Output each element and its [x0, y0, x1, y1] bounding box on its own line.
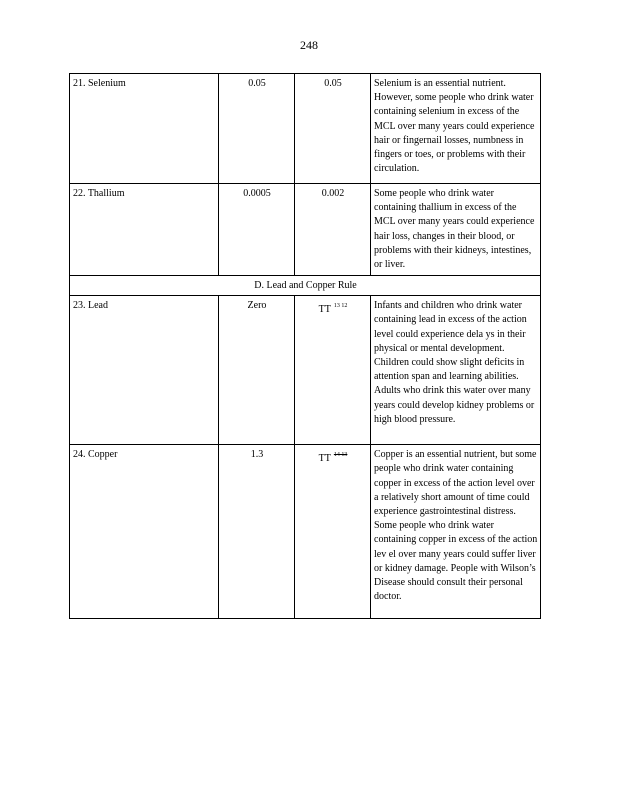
mcl-value: 0.05: [295, 74, 371, 184]
mclg-value: 0.0005: [219, 184, 295, 276]
contaminant-name: 21. Selenium: [70, 74, 219, 184]
health-effects-text: Some people who drink water containing thallium in excess of the MCL over many years could experience hair loss, changes in their blood, or problems with their kidneys, intestines, or liver.: [371, 184, 541, 276]
mclg-value: Zero: [219, 296, 295, 445]
mcl-value: TT: [318, 304, 331, 316]
table-row: [70, 184, 541, 276]
health-effects-text: Infants and children who drink water containing lead in excess of the action level could experience dela ys in their physical or mental development. Children could show slight deficits in attention span and learning abilities. Adults who drink this water over many years could develop kidney problems or high blood pressure.: [371, 296, 541, 445]
mclg-value: 1.3: [219, 445, 295, 619]
mcl-cell: [295, 296, 371, 445]
page-number: 248: [300, 38, 318, 52]
mclg-value: 0.05: [219, 74, 295, 184]
section-heading: D. Lead and Copper Rule: [70, 276, 541, 296]
table-row: [70, 74, 541, 184]
mcl-cell: [295, 445, 371, 619]
mcl-value: TT: [318, 453, 331, 465]
contaminant-name: 22. Thallium: [70, 184, 219, 276]
footnote-marker: 13 12: [333, 303, 348, 310]
mcl-value: 0.002: [295, 184, 371, 276]
health-effects-text: Selenium is an essential nutrient. However, some people who drink water containing selenium in excess of the MCL over many years could experience hair or fingernail losses, numbness in fingers or toes, or problems with their circulation.: [371, 74, 541, 184]
contaminant-table: [69, 73, 541, 619]
contaminant-name: 24. Copper: [70, 445, 219, 619]
contaminant-name: 23. Lead: [70, 296, 219, 445]
health-effects-text: Copper is an essential nutrient, but some people who drink water containing copper in excess of the action level over a relatively short amount of time could experience gastrointestinal distress. Some people who drink water containing copper in excess of the action lev el over many years could suffer liver or kidney damage. People with Wilson’s Disease should consult their personal doctor.: [371, 445, 541, 619]
table-row: [70, 296, 541, 445]
table-row: [70, 445, 541, 619]
section-row: [70, 276, 541, 296]
footnote-marker: 14 13: [333, 452, 348, 459]
